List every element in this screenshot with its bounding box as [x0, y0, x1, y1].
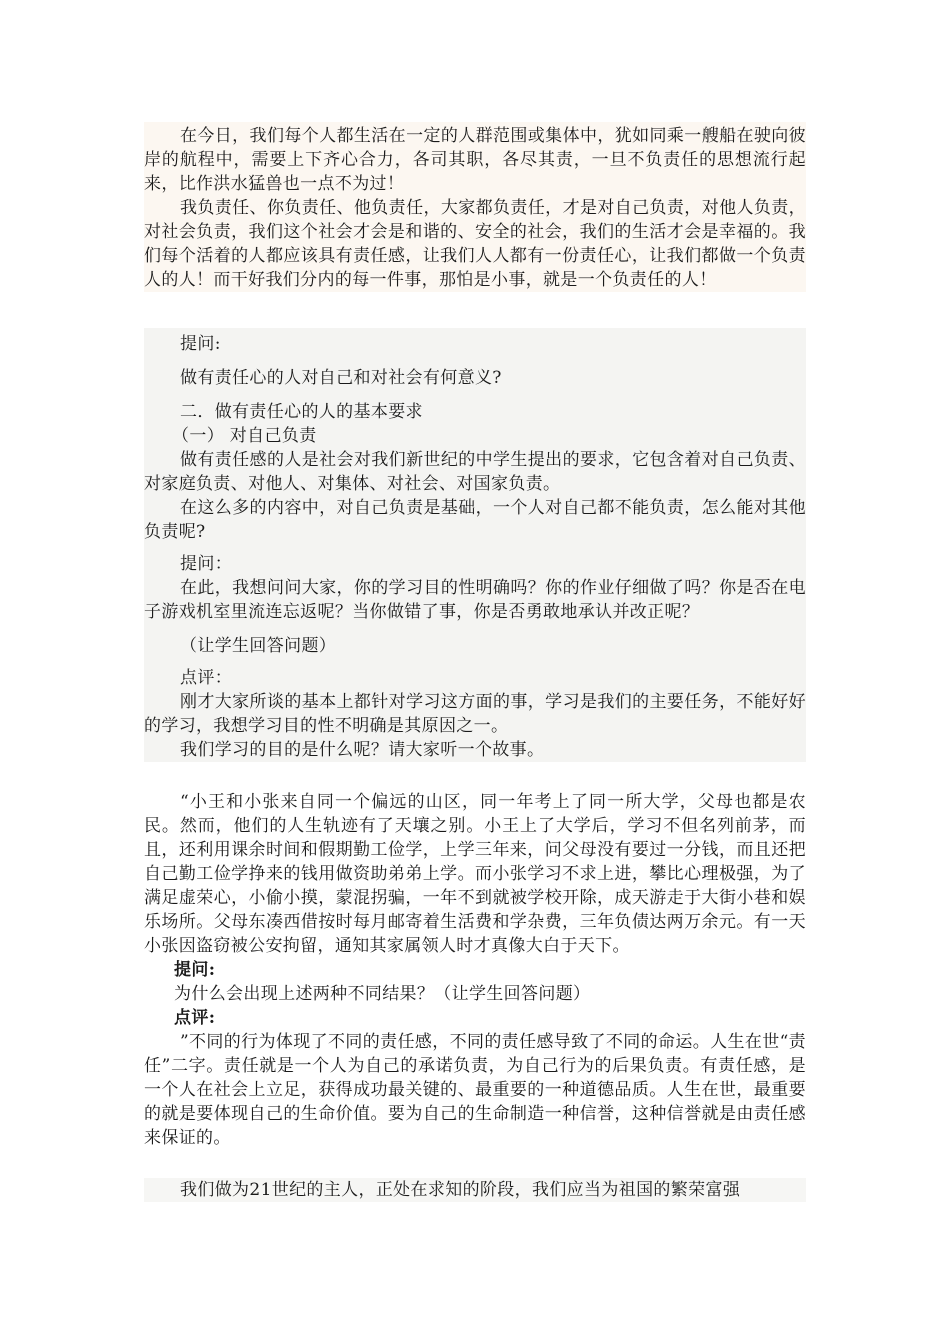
- section-heading-2: 二．做有责任心的人的基本要求: [180, 402, 423, 422]
- student-answer-note: （让学生回答问题）: [180, 636, 337, 656]
- paragraph-requirements: 做有责任感的人是社会对我们新世纪的中学生提出的要求，它包含着对自己负责、对家庭负责、对他人、对集体、对社会、对国家负责。: [144, 450, 806, 494]
- paragraph-everyone-responsible: 我负责任、你负责任、他负责任，大家都负责任，才是对自己负责，对他人负责，对社会负责，我们这个社会才会是和谐的、安全的社会，我们的生活才会是幸福的。我们每个活着的人都应该具有责任感，让我们人人都有一份责任心，让我们都做一个负责人的人！而干好我们分内的每一件事，那怕是小事，就是一个负责任的人！: [144, 198, 806, 290]
- question-label-1: 提问:: [180, 334, 221, 354]
- paragraph-story: “小王和小张来自同一个偏远的山区，同一年考上了同一所大学，父母也都是农民。然而，他们的人生轨迹有了天壤之别。小王上了大学后，学习不但名列前茅，而且，还利用课余时间和假期勤工俭学，上学三年来，问父母没有要过一分钱，而且还把自己勤工俭学挣来的钱用做资助弟弟上学。而小张学习不求上进，攀比心理极强，为了满足虚荣心，小偷小摸，蒙混拐骗，一年不到就被学校开除，成天游走于大街小巷和娱乐场所。父母东凑西借按时每月邮寄着生活费和学杂费，三年负债达两万余元。有一天小张因盗窃被公安拘留，通知其家属领人时才真像大白于天下。: [144, 792, 806, 956]
- paragraph-comment: 刚才大家所谈的基本上都针对学习这方面的事，学习是我们的主要任务，不能好好的学习，我想学习目的性不明确是其原因之一。: [144, 692, 806, 736]
- basic-requirements-section: [144, 328, 806, 762]
- question-text-1: 做有责任心的人对自己和对社会有何意义?: [180, 368, 502, 388]
- closing-section: [144, 1178, 806, 1202]
- paragraph-questions: 在此，我想问问大家，你的学习目的性明确吗？你的作业仔细做了吗？你是否在电子游戏机室里流连忘返呢？当你做错了事，你是否勇敢地承认并改正呢？: [144, 578, 806, 622]
- paragraph-closing: 我们做为21世纪的主人，正处在求知的阶段，我们应当为祖国的繁荣富强: [180, 1180, 741, 1200]
- comment-label-2: 点评:: [174, 1008, 216, 1028]
- paragraph-story-intro: 我们学习的目的是什么呢？请大家听一个故事。: [180, 740, 545, 760]
- paragraph-society-ship: 在今日，我们每个人都生活在一定的人群范围或集体中，犹如同乘一艘船在驶向彼岸的航程中，需要上下齐心合力，各司其职，各尽其责，一旦不负责任的思想流行起来，比作洪水猛兽也一点不为过！: [144, 126, 806, 194]
- subsection-heading-1: （一） 对自己负责: [172, 426, 317, 446]
- paragraph-responsibility-meaning: ”不同的行为体现了不同的责任感，不同的责任感导致了不同的命运。人生在世“责任”二字。责任就是一个人为自己的承诺负责，为自己行为的后果负责。有责任感，是一个人在社会上立足，获得成功最关键的、最重要的一种道德品质。人生在世，最重要的就是要体现自己的生命价值。要为自己的生命制造一种信誉，这种信誉就是由责任感来保证的。: [144, 1032, 806, 1148]
- responsibility-intro-section: [144, 122, 806, 292]
- comment-label-1: 点评：: [180, 668, 233, 688]
- story-section: [144, 790, 806, 1150]
- question-text-3: 为什么会出现上述两种不同结果？（让学生回答问题）: [174, 984, 591, 1004]
- question-label-3: 提问:: [174, 960, 216, 980]
- question-label-2: 提问：: [180, 554, 233, 574]
- paragraph-self-responsibility: 在这么多的内容中，对自己负责是基础，一个人对自己都不能负责，怎么能对其他负责呢?: [144, 498, 806, 542]
